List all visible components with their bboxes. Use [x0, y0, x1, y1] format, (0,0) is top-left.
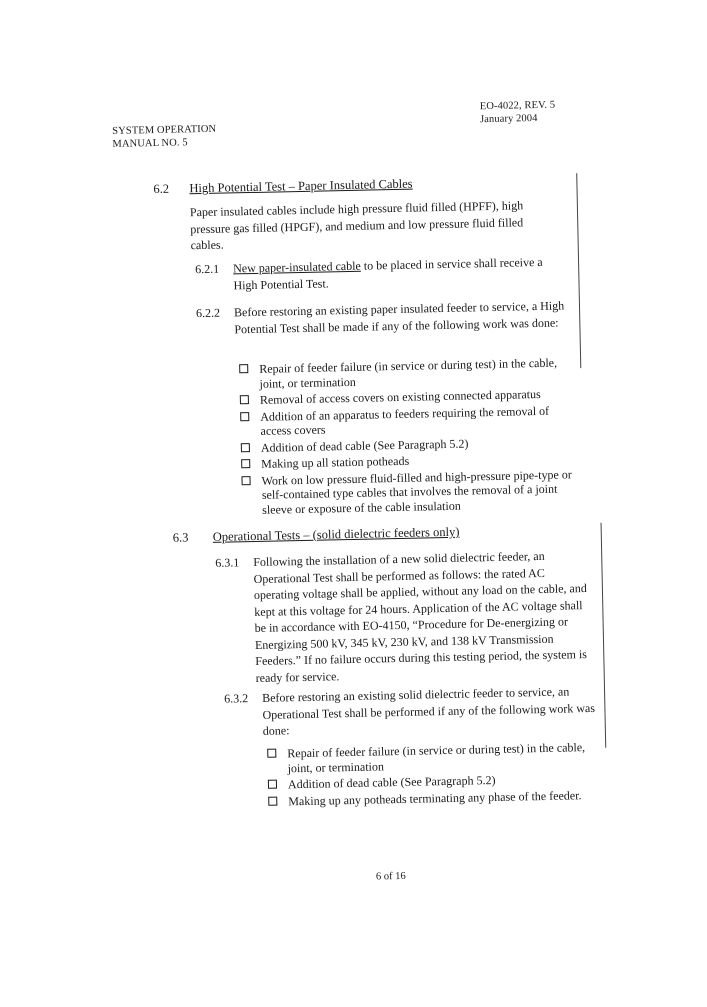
section-6-2-2-text: Before restoring an existing paper insulated feeder to service, a High Potential Test shall be made if any of the following work was done: — [233, 298, 565, 336]
checkbox-icon — [240, 412, 249, 421]
checklist-item: Removal of access covers on existing connected apparatus — [240, 386, 580, 408]
section-6-2-number: 6.2 — [153, 181, 170, 197]
section-6-3-checklist — [267, 740, 603, 811]
checklist-item: Addition of dead cable (See Paragraph 5.2) — [268, 771, 603, 793]
checklist-item: Addition of dead cable (See Paragraph 5.2) — [241, 434, 581, 456]
checkbox-icon — [241, 459, 250, 468]
header-left — [112, 123, 217, 151]
section-6-3-1-number: 6.3.1 — [215, 555, 240, 570]
checkbox-icon — [240, 395, 249, 404]
manual-number: MANUAL NO. 5 — [112, 137, 188, 150]
checkbox-icon — [239, 364, 248, 373]
manual-title: SYSTEM OPERATION — [112, 123, 217, 137]
section-6-3-2-text: Before restoring an existing solid dielectric feeder to service, an Operational Test shall be performed if any of the following work was done: — [261, 684, 596, 738]
section-6-3-number: 6.3 — [172, 530, 189, 545]
new-cable-phrase: New paper-insulated cable — [232, 258, 361, 276]
section-6-2-1-number: 6.2.1 — [194, 261, 220, 277]
section-6-3-2-number: 6.3.2 — [223, 691, 249, 706]
section-6-3-title: Operational Tests – (solid dielectric feeders only) — [212, 524, 460, 544]
section-6-2-2-number: 6.2.2 — [195, 305, 221, 321]
checklist-item: Work on low pressure fluid-filled and high-pressure pipe-type or self-contained type cables that involves the removal of a joint sleeve or exposure of the cable insulation — [241, 467, 582, 518]
checklist-item: Making up any potheads terminating any phase of the feeder. — [268, 787, 603, 809]
revision-bar — [601, 523, 607, 748]
section-6-2-1-rest: to be placed in service shall receive a High Potential Test. — [233, 254, 543, 292]
document-date: January 2004 — [479, 112, 538, 126]
checklist-item: Addition of an apparatus to feeders requiring the removal of access covers — [240, 403, 581, 439]
section-6-2-intro: Paper insulated cables include high pressure fluid filled (HPFF), high pressure gas filled (HPGF), and medium and low pressure fluid filled cables. — [189, 198, 524, 253]
checkbox-icon — [268, 796, 277, 805]
section-6-2-checklist — [239, 355, 582, 519]
header-right — [480, 99, 556, 127]
checklist-item: Repair of feeder failure (in service or during test) in the cable, joint, or termination — [239, 355, 580, 391]
page-number: 6 of 16 — [375, 870, 406, 883]
checkbox-icon — [268, 780, 277, 789]
checkbox-icon — [241, 476, 250, 485]
document-id: EO-4022, REV. 5 — [479, 99, 556, 113]
revision-bar — [576, 173, 581, 368]
section-6-2-title: High Potential Test – Paper Insulated Cables — [189, 176, 413, 196]
checkbox-icon — [267, 749, 276, 758]
checklist-item: Repair of feeder failure (in service or during test) in the cable, joint, or termination — [267, 740, 603, 776]
checkbox-icon — [241, 443, 250, 452]
section-6-3-1-text: Following the installation of a new solid dielectric feeder, an Operational Test shall be performed as follows: the rated AC operating voltage shall be applied, without any load on the cable, and kept at this voltage for 24 hours. Application of the AC voltage shall be in accordance with EO-4150, “Procedure for De-energizing or Energizing 500 kV, 345 kV, 230 kV, and 138 kV Transmission Feeders.” If no failure occurs during this testing period, the system is ready for service. — [253, 548, 588, 685]
section-6-2-1-text — [233, 253, 564, 293]
checklist-item: Making up all station potheads — [241, 450, 581, 472]
